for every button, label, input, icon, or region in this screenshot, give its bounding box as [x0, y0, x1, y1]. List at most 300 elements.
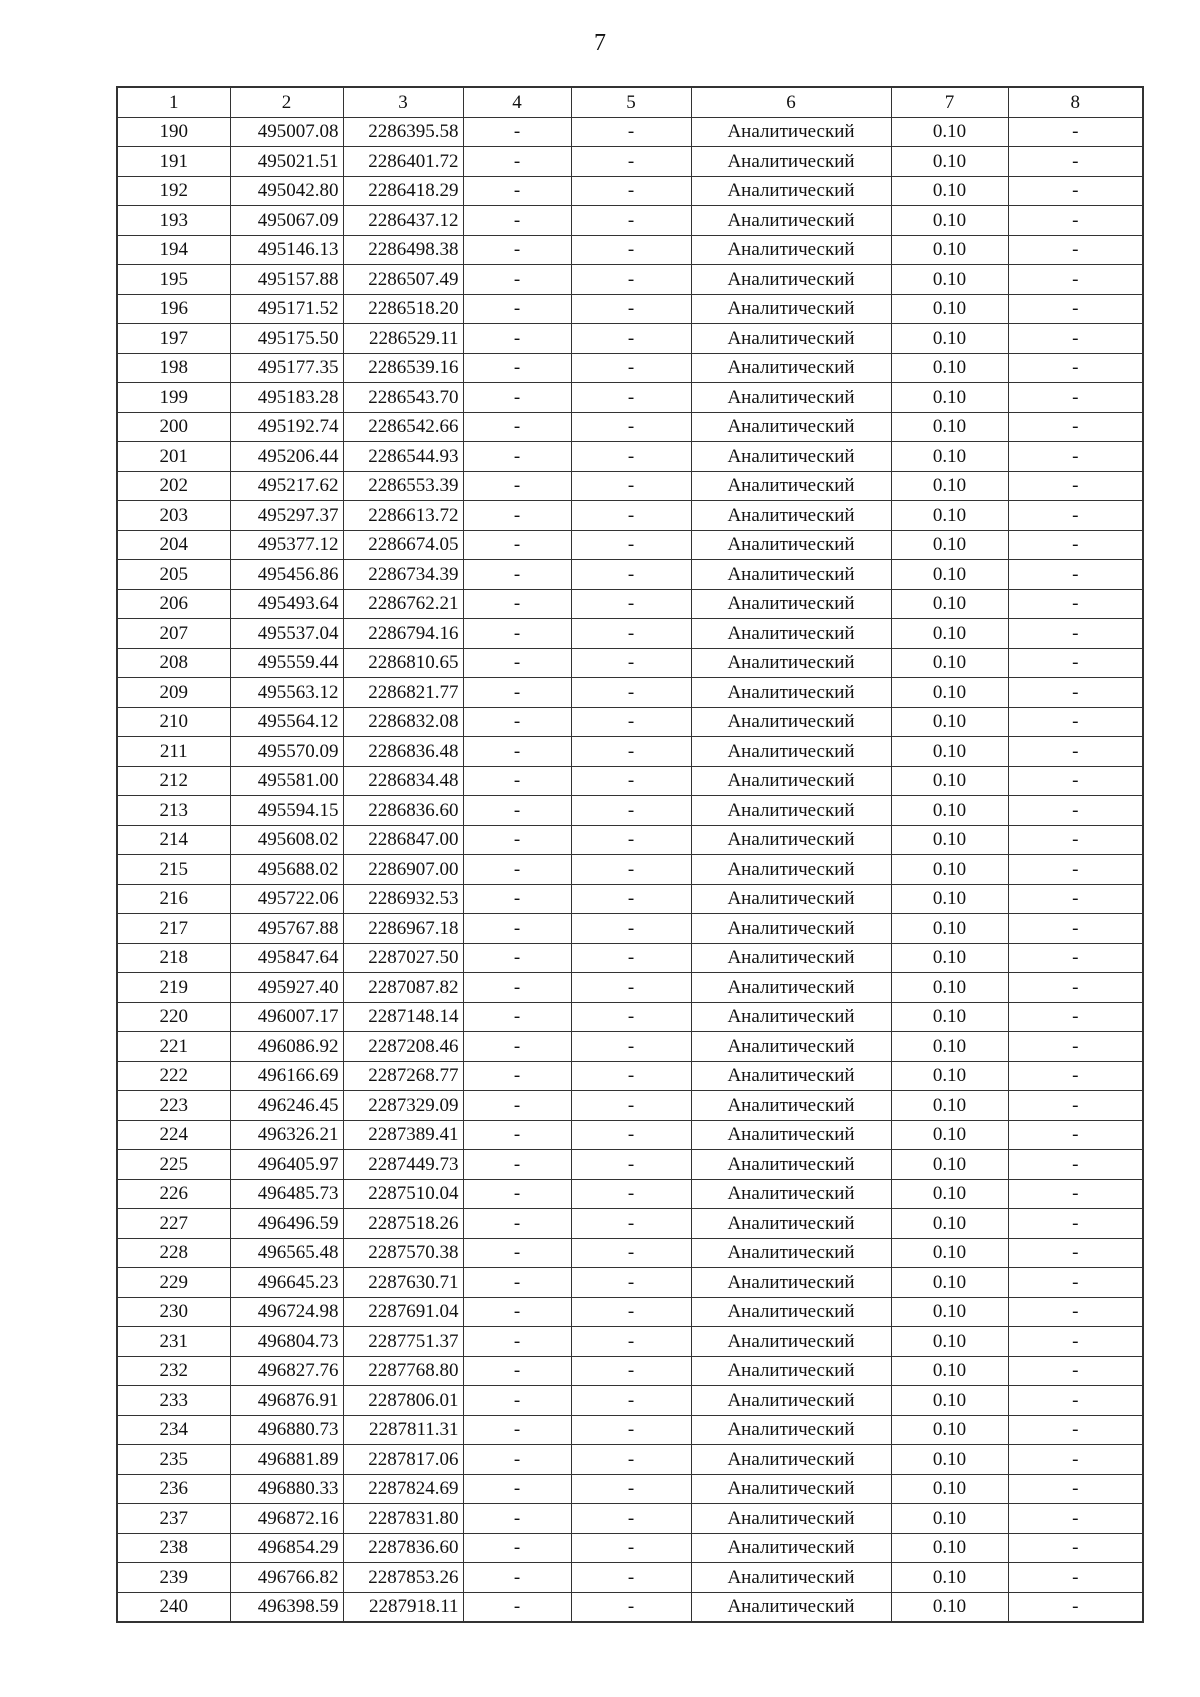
y-coordinate-cell: 2286518.20: [343, 294, 463, 324]
column-8-cell: -: [1008, 1592, 1143, 1622]
accuracy-cell: 0.10: [891, 943, 1008, 973]
point-number-cell: 190: [117, 117, 230, 147]
table-row: [117, 530, 1143, 560]
method-cell: Аналитический: [691, 648, 891, 678]
point-number-cell: 221: [117, 1032, 230, 1062]
column-4-cell: -: [463, 1091, 571, 1121]
column-4-cell: -: [463, 1032, 571, 1062]
column-8-cell: -: [1008, 471, 1143, 501]
method-cell: Аналитический: [691, 530, 891, 560]
column-5-cell: -: [571, 855, 691, 885]
column-5-cell: -: [571, 176, 691, 206]
y-coordinate-cell: 2287806.01: [343, 1386, 463, 1416]
column-4-cell: -: [463, 1268, 571, 1298]
y-coordinate-cell: 2286932.53: [343, 884, 463, 914]
column-8-cell: -: [1008, 707, 1143, 737]
accuracy-cell: 0.10: [891, 766, 1008, 796]
method-cell: Аналитический: [691, 1179, 891, 1209]
column-4-cell: -: [463, 1238, 571, 1268]
x-coordinate-cell: 495175.50: [230, 324, 343, 354]
column-4-cell: -: [463, 884, 571, 914]
column-5-cell: -: [571, 1032, 691, 1062]
column-5-cell: -: [571, 117, 691, 147]
table-row: [117, 294, 1143, 324]
method-cell: Аналитический: [691, 1592, 891, 1622]
method-cell: Аналитический: [691, 1297, 891, 1327]
x-coordinate-cell: 495581.00: [230, 766, 343, 796]
table-row: [117, 1002, 1143, 1032]
column-8-cell: -: [1008, 235, 1143, 265]
table-row: [117, 1474, 1143, 1504]
point-number-cell: 224: [117, 1120, 230, 1150]
point-number-cell: 205: [117, 560, 230, 590]
method-cell: Аналитический: [691, 707, 891, 737]
column-5-cell: -: [571, 943, 691, 973]
table-row: [117, 1268, 1143, 1298]
column-5-cell: -: [571, 1445, 691, 1475]
method-cell: Аналитический: [691, 855, 891, 885]
column-5-cell: -: [571, 1297, 691, 1327]
column-5-cell: -: [571, 560, 691, 590]
x-coordinate-cell: 496881.89: [230, 1445, 343, 1475]
table-row: [117, 1120, 1143, 1150]
y-coordinate-cell: 2286834.48: [343, 766, 463, 796]
y-coordinate-cell: 2287268.77: [343, 1061, 463, 1091]
column-4-cell: -: [463, 1356, 571, 1386]
column-4-cell: -: [463, 117, 571, 147]
method-cell: Аналитический: [691, 1209, 891, 1239]
column-8-cell: -: [1008, 1297, 1143, 1327]
point-number-cell: 192: [117, 176, 230, 206]
y-coordinate-cell: 2287831.80: [343, 1504, 463, 1534]
column-8-cell: -: [1008, 324, 1143, 354]
column-5-cell: -: [571, 412, 691, 442]
x-coordinate-cell: 495563.12: [230, 678, 343, 708]
point-number-cell: 204: [117, 530, 230, 560]
column-5-cell: -: [571, 619, 691, 649]
x-coordinate-cell: 495608.02: [230, 825, 343, 855]
y-coordinate-cell: 2286507.49: [343, 265, 463, 295]
accuracy-cell: 0.10: [891, 1563, 1008, 1593]
y-coordinate-cell: 2286401.72: [343, 147, 463, 177]
table-row: [117, 383, 1143, 413]
table-row: [117, 501, 1143, 531]
x-coordinate-cell: 495146.13: [230, 235, 343, 265]
y-coordinate-cell: 2287768.80: [343, 1356, 463, 1386]
point-number-cell: 197: [117, 324, 230, 354]
method-cell: Аналитический: [691, 619, 891, 649]
column-4-cell: -: [463, 147, 571, 177]
y-coordinate-cell: 2287836.60: [343, 1533, 463, 1563]
y-coordinate-cell: 2286418.29: [343, 176, 463, 206]
x-coordinate-cell: 496876.91: [230, 1386, 343, 1416]
point-number-cell: 213: [117, 796, 230, 826]
x-coordinate-cell: 496086.92: [230, 1032, 343, 1062]
y-coordinate-cell: 2287824.69: [343, 1474, 463, 1504]
column-4-cell: -: [463, 412, 571, 442]
accuracy-cell: 0.10: [891, 737, 1008, 767]
column-8-cell: -: [1008, 914, 1143, 944]
column-5-cell: -: [571, 707, 691, 737]
point-number-cell: 230: [117, 1297, 230, 1327]
x-coordinate-cell: 496804.73: [230, 1327, 343, 1357]
column-8-cell: -: [1008, 766, 1143, 796]
method-cell: Аналитический: [691, 1032, 891, 1062]
column-5-cell: -: [571, 1120, 691, 1150]
point-number-cell: 207: [117, 619, 230, 649]
x-coordinate-cell: 496827.76: [230, 1356, 343, 1386]
table-row: [117, 678, 1143, 708]
y-coordinate-cell: 2287811.31: [343, 1415, 463, 1445]
table-row: [117, 147, 1143, 177]
column-4-cell: -: [463, 1415, 571, 1445]
accuracy-cell: 0.10: [891, 265, 1008, 295]
column-5-cell: -: [571, 914, 691, 944]
column-5-cell: -: [571, 737, 691, 767]
accuracy-cell: 0.10: [891, 501, 1008, 531]
point-number-cell: 195: [117, 265, 230, 295]
method-cell: Аналитический: [691, 1150, 891, 1180]
y-coordinate-cell: 2286847.00: [343, 825, 463, 855]
table-row: [117, 1091, 1143, 1121]
column-8-cell: -: [1008, 1356, 1143, 1386]
column-8-cell: -: [1008, 1061, 1143, 1091]
column-4-cell: -: [463, 914, 571, 944]
y-coordinate-cell: 2286539.16: [343, 353, 463, 383]
column-4-cell: -: [463, 1120, 571, 1150]
x-coordinate-cell: 496880.33: [230, 1474, 343, 1504]
table-row: [117, 825, 1143, 855]
accuracy-cell: 0.10: [891, 1061, 1008, 1091]
table-header-row: [117, 87, 1143, 117]
method-cell: Аналитический: [691, 1268, 891, 1298]
accuracy-cell: 0.10: [891, 117, 1008, 147]
x-coordinate-cell: 495177.35: [230, 353, 343, 383]
column-8-cell: -: [1008, 1268, 1143, 1298]
accuracy-cell: 0.10: [891, 1268, 1008, 1298]
column-5-cell: -: [571, 973, 691, 1003]
accuracy-cell: 0.10: [891, 1445, 1008, 1475]
accuracy-cell: 0.10: [891, 678, 1008, 708]
point-number-cell: 196: [117, 294, 230, 324]
column-4-cell: -: [463, 235, 571, 265]
column-4-cell: -: [463, 943, 571, 973]
column-4-cell: -: [463, 648, 571, 678]
column-8-cell: -: [1008, 796, 1143, 826]
accuracy-cell: 0.10: [891, 1002, 1008, 1032]
point-number-cell: 216: [117, 884, 230, 914]
y-coordinate-cell: 2286821.77: [343, 678, 463, 708]
x-coordinate-cell: 495171.52: [230, 294, 343, 324]
accuracy-cell: 0.10: [891, 324, 1008, 354]
column-8-cell: -: [1008, 1032, 1143, 1062]
column-5-cell: -: [571, 1504, 691, 1534]
table-row: [117, 117, 1143, 147]
method-cell: Аналитический: [691, 235, 891, 265]
column-4-cell: -: [463, 589, 571, 619]
column-8-cell: -: [1008, 442, 1143, 472]
y-coordinate-cell: 2287510.04: [343, 1179, 463, 1209]
x-coordinate-cell: 495183.28: [230, 383, 343, 413]
accuracy-cell: 0.10: [891, 1504, 1008, 1534]
x-coordinate-cell: 496854.29: [230, 1533, 343, 1563]
y-coordinate-cell: 2287518.26: [343, 1209, 463, 1239]
column-8-cell: -: [1008, 1091, 1143, 1121]
x-coordinate-cell: 495847.64: [230, 943, 343, 973]
accuracy-cell: 0.10: [891, 294, 1008, 324]
method-cell: Аналитический: [691, 825, 891, 855]
column-8-cell: -: [1008, 943, 1143, 973]
accuracy-cell: 0.10: [891, 442, 1008, 472]
method-cell: Аналитический: [691, 1091, 891, 1121]
column-4-cell: -: [463, 560, 571, 590]
point-number-cell: 210: [117, 707, 230, 737]
table-row: [117, 1179, 1143, 1209]
method-cell: Аналитический: [691, 766, 891, 796]
column-4-cell: -: [463, 294, 571, 324]
y-coordinate-cell: 2286907.00: [343, 855, 463, 885]
column-4-cell: -: [463, 619, 571, 649]
column-4-cell: -: [463, 678, 571, 708]
column-5-cell: -: [571, 1327, 691, 1357]
y-coordinate-cell: 2287751.37: [343, 1327, 463, 1357]
method-cell: Аналитический: [691, 1120, 891, 1150]
method-cell: Аналитический: [691, 117, 891, 147]
point-number-cell: 214: [117, 825, 230, 855]
column-header-5: 5: [571, 87, 691, 117]
x-coordinate-cell: 495007.08: [230, 117, 343, 147]
method-cell: Аналитический: [691, 943, 891, 973]
accuracy-cell: 0.10: [891, 1179, 1008, 1209]
column-4-cell: -: [463, 1504, 571, 1534]
accuracy-cell: 0.10: [891, 471, 1008, 501]
point-number-cell: 235: [117, 1445, 230, 1475]
x-coordinate-cell: 495377.12: [230, 530, 343, 560]
y-coordinate-cell: 2287027.50: [343, 943, 463, 973]
column-5-cell: -: [571, 1150, 691, 1180]
page-number: 7: [594, 30, 606, 56]
x-coordinate-cell: 496485.73: [230, 1179, 343, 1209]
column-8-cell: -: [1008, 117, 1143, 147]
y-coordinate-cell: 2287570.38: [343, 1238, 463, 1268]
table-row: [117, 1061, 1143, 1091]
column-4-cell: -: [463, 324, 571, 354]
column-4-cell: -: [463, 737, 571, 767]
column-8-cell: -: [1008, 973, 1143, 1003]
x-coordinate-cell: 495042.80: [230, 176, 343, 206]
accuracy-cell: 0.10: [891, 648, 1008, 678]
y-coordinate-cell: 2286437.12: [343, 206, 463, 236]
table-row: [117, 471, 1143, 501]
table-row: [117, 973, 1143, 1003]
method-cell: Аналитический: [691, 1356, 891, 1386]
point-number-cell: 236: [117, 1474, 230, 1504]
table-row: [117, 1238, 1143, 1268]
accuracy-cell: 0.10: [891, 973, 1008, 1003]
table-row: [117, 176, 1143, 206]
column-5-cell: -: [571, 294, 691, 324]
table-row: [117, 1592, 1143, 1622]
y-coordinate-cell: 2287208.46: [343, 1032, 463, 1062]
column-4-cell: -: [463, 1592, 571, 1622]
column-8-cell: -: [1008, 1238, 1143, 1268]
accuracy-cell: 0.10: [891, 1238, 1008, 1268]
column-5-cell: -: [571, 501, 691, 531]
method-cell: Аналитический: [691, 914, 891, 944]
table-row: [117, 1445, 1143, 1475]
accuracy-cell: 0.10: [891, 796, 1008, 826]
column-8-cell: -: [1008, 1504, 1143, 1534]
point-number-cell: 203: [117, 501, 230, 531]
column-8-cell: -: [1008, 560, 1143, 590]
point-number-cell: 233: [117, 1386, 230, 1416]
column-4-cell: -: [463, 383, 571, 413]
point-number-cell: 227: [117, 1209, 230, 1239]
x-coordinate-cell: 495559.44: [230, 648, 343, 678]
column-4-cell: -: [463, 206, 571, 236]
accuracy-cell: 0.10: [891, 1297, 1008, 1327]
point-number-cell: 225: [117, 1150, 230, 1180]
column-4-cell: -: [463, 530, 571, 560]
method-cell: Аналитический: [691, 324, 891, 354]
column-8-cell: -: [1008, 619, 1143, 649]
accuracy-cell: 0.10: [891, 825, 1008, 855]
y-coordinate-cell: 2287630.71: [343, 1268, 463, 1298]
point-number-cell: 238: [117, 1533, 230, 1563]
accuracy-cell: 0.10: [891, 383, 1008, 413]
column-5-cell: -: [571, 383, 691, 413]
y-coordinate-cell: 2286395.58: [343, 117, 463, 147]
column-header-8: 8: [1008, 87, 1143, 117]
table-row: [117, 1327, 1143, 1357]
column-8-cell: -: [1008, 530, 1143, 560]
column-header-1: 1: [117, 87, 230, 117]
accuracy-cell: 0.10: [891, 1032, 1008, 1062]
column-5-cell: -: [571, 1002, 691, 1032]
column-8-cell: -: [1008, 1415, 1143, 1445]
x-coordinate-cell: 496645.23: [230, 1268, 343, 1298]
column-4-cell: -: [463, 501, 571, 531]
method-cell: Аналитический: [691, 1386, 891, 1416]
table-row: [117, 1563, 1143, 1593]
table-row: [117, 1356, 1143, 1386]
x-coordinate-cell: 496565.48: [230, 1238, 343, 1268]
method-cell: Аналитический: [691, 442, 891, 472]
point-number-cell: 194: [117, 235, 230, 265]
table-body: [117, 117, 1143, 1622]
point-number-cell: 234: [117, 1415, 230, 1445]
table-row: [117, 589, 1143, 619]
x-coordinate-cell: 495722.06: [230, 884, 343, 914]
column-4-cell: -: [463, 1386, 571, 1416]
x-coordinate-cell: 495217.62: [230, 471, 343, 501]
table-row: [117, 1150, 1143, 1180]
point-number-cell: 191: [117, 147, 230, 177]
table-row: [117, 914, 1143, 944]
point-number-cell: 199: [117, 383, 230, 413]
column-8-cell: -: [1008, 678, 1143, 708]
column-8-cell: -: [1008, 1120, 1143, 1150]
column-5-cell: -: [571, 796, 691, 826]
column-4-cell: -: [463, 1209, 571, 1239]
column-5-cell: -: [571, 353, 691, 383]
column-8-cell: -: [1008, 1002, 1143, 1032]
x-coordinate-cell: 495594.15: [230, 796, 343, 826]
column-8-cell: -: [1008, 412, 1143, 442]
accuracy-cell: 0.10: [891, 1533, 1008, 1563]
column-8-cell: -: [1008, 1209, 1143, 1239]
point-number-cell: 228: [117, 1238, 230, 1268]
column-4-cell: -: [463, 1474, 571, 1504]
column-8-cell: -: [1008, 1327, 1143, 1357]
table-row: [117, 412, 1143, 442]
column-5-cell: -: [571, 1356, 691, 1386]
y-coordinate-cell: 2287853.26: [343, 1563, 463, 1593]
method-cell: Аналитический: [691, 294, 891, 324]
table-row: [117, 943, 1143, 973]
column-5-cell: -: [571, 1179, 691, 1209]
x-coordinate-cell: 495570.09: [230, 737, 343, 767]
y-coordinate-cell: 2286613.72: [343, 501, 463, 531]
x-coordinate-cell: 495206.44: [230, 442, 343, 472]
column-5-cell: -: [571, 324, 691, 354]
y-coordinate-cell: 2286794.16: [343, 619, 463, 649]
table-row: [117, 855, 1143, 885]
y-coordinate-cell: 2287817.06: [343, 1445, 463, 1475]
column-5-cell: -: [571, 1533, 691, 1563]
method-cell: Аналитический: [691, 1415, 891, 1445]
accuracy-cell: 0.10: [891, 1327, 1008, 1357]
column-4-cell: -: [463, 1327, 571, 1357]
column-5-cell: -: [571, 530, 691, 560]
x-coordinate-cell: 496007.17: [230, 1002, 343, 1032]
column-8-cell: -: [1008, 265, 1143, 295]
column-8-cell: -: [1008, 825, 1143, 855]
column-5-cell: -: [571, 648, 691, 678]
column-4-cell: -: [463, 855, 571, 885]
point-number-cell: 239: [117, 1563, 230, 1593]
table-row: [117, 1415, 1143, 1445]
table-row: [117, 766, 1143, 796]
y-coordinate-cell: 2287087.82: [343, 973, 463, 1003]
accuracy-cell: 0.10: [891, 560, 1008, 590]
y-coordinate-cell: 2287148.14: [343, 1002, 463, 1032]
point-number-cell: 193: [117, 206, 230, 236]
column-5-cell: -: [571, 678, 691, 708]
column-5-cell: -: [571, 265, 691, 295]
column-5-cell: -: [571, 1563, 691, 1593]
point-number-cell: 200: [117, 412, 230, 442]
table-row: [117, 1209, 1143, 1239]
method-cell: Аналитический: [691, 147, 891, 177]
column-8-cell: -: [1008, 294, 1143, 324]
table-row: [117, 619, 1143, 649]
method-cell: Аналитический: [691, 176, 891, 206]
column-5-cell: -: [571, 442, 691, 472]
table-row: [117, 560, 1143, 590]
column-8-cell: -: [1008, 648, 1143, 678]
method-cell: Аналитический: [691, 1002, 891, 1032]
x-coordinate-cell: 496496.59: [230, 1209, 343, 1239]
x-coordinate-cell: 495067.09: [230, 206, 343, 236]
column-4-cell: -: [463, 973, 571, 1003]
column-header-3: 3: [343, 87, 463, 117]
point-number-cell: 237: [117, 1504, 230, 1534]
method-cell: Аналитический: [691, 1474, 891, 1504]
method-cell: Аналитический: [691, 1061, 891, 1091]
point-number-cell: 208: [117, 648, 230, 678]
y-coordinate-cell: 2286544.93: [343, 442, 463, 472]
